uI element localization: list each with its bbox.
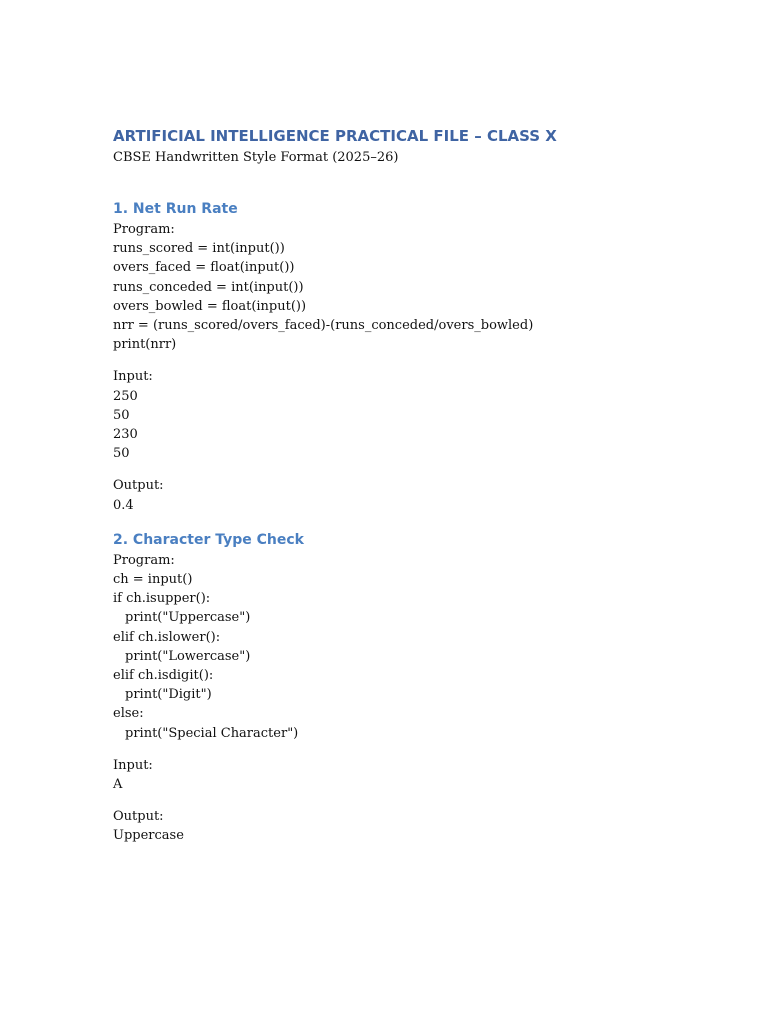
code-line: nrr = (runs_scored/overs_faced)-(runs_conceded/overs_bowled) (113, 318, 534, 334)
code-line: elif ch.isdigit(): (113, 668, 214, 684)
code-line: elif ch.islower(): (113, 629, 221, 645)
output-block (113, 807, 713, 845)
output-value: Uppercase (113, 828, 184, 844)
output-label: Output: (113, 478, 164, 494)
document-page (113, 124, 713, 846)
code-line: print("Special Character") (125, 725, 299, 741)
input-value: 50 (113, 407, 130, 423)
code-line: else: (113, 706, 144, 722)
code-line: runs_scored = int(input()) (113, 241, 285, 257)
output-value: 0.4 (113, 497, 134, 513)
program-label: Program: (113, 552, 175, 568)
output-label: Output: (113, 809, 164, 825)
section-character-type-check (113, 529, 713, 846)
code-line: print("Digit") (125, 687, 212, 703)
input-block (113, 756, 713, 794)
input-value: 250 (113, 388, 138, 404)
input-value: A (113, 777, 123, 793)
document-title: ARTIFICIAL INTELLIGENCE PRACTICAL FILE – CLASS X (113, 127, 557, 145)
input-value: 50 (113, 446, 130, 462)
section-heading: 2. Character Type Check (113, 531, 304, 548)
code-line: ch = input() (113, 572, 193, 588)
code-line: if ch.isupper(): (113, 591, 211, 607)
input-block (113, 367, 713, 463)
section-net-run-rate (113, 198, 713, 515)
input-value: 230 (113, 427, 138, 443)
program-label: Program: (113, 222, 175, 237)
code-line: overs_bowled = float(input()) (113, 298, 307, 314)
input-label: Input: (113, 757, 153, 773)
output-block (113, 476, 713, 514)
section-heading: 1. Net Run Rate (113, 201, 238, 217)
program-block (113, 220, 713, 354)
code-line: print(nrr) (113, 337, 177, 353)
code-line: print("Lowercase") (125, 648, 251, 664)
code-line: print("Uppercase") (125, 610, 251, 626)
document-subtitle: CBSE Handwritten Style Format (2025–26) (113, 150, 399, 165)
code-line: overs_faced = float(input()) (113, 260, 295, 276)
code-line: runs_conceded = int(input()) (113, 279, 304, 295)
input-label: Input: (113, 369, 153, 385)
program-block (113, 551, 713, 743)
